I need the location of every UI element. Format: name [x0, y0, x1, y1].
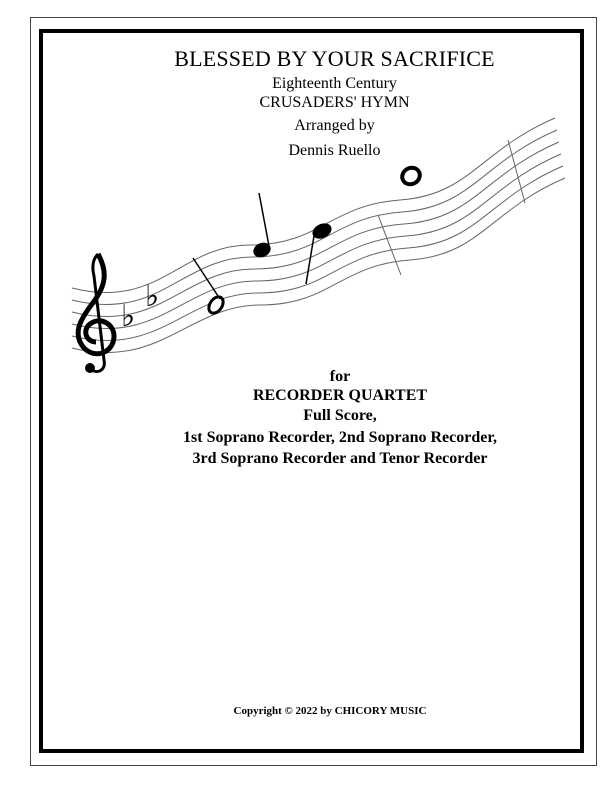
staff-line — [72, 178, 565, 353]
treble-clef-icon — [78, 254, 114, 373]
copyright-notice: Copyright © 2022 by CHICORY MUSIC — [233, 705, 427, 717]
bar-line — [508, 140, 525, 203]
instrumentation-for: for — [329, 368, 351, 385]
subtitle-arranger: Dennis Ruello — [288, 142, 381, 159]
instrumentation-full-score: Full Score, — [303, 407, 377, 424]
instrumentation-parts-line2: 3rd Soprano Recorder and Tenor Recorder — [192, 450, 488, 467]
bar-line — [378, 215, 401, 275]
whole-note-icon — [399, 165, 423, 188]
subtitle-hymn: CRUSADERS' HYMN — [259, 94, 410, 111]
quarter-note-icon — [251, 193, 273, 260]
subtitle-century: Eighteenth Century — [272, 75, 397, 92]
instrumentation-parts-line1: 1st Soprano Recorder, 2nd Soprano Recorder, — [183, 429, 497, 446]
flat-sign-icon: ♭ — [121, 299, 136, 334]
staff-line — [72, 166, 563, 341]
flat-sign-icon: ♭ — [145, 279, 160, 314]
staff-line — [72, 118, 555, 293]
subtitle-arranged-by: Arranged by — [294, 117, 375, 134]
cover-title: BLESSED BY YOUR SACRIFICE — [174, 46, 495, 71]
instrumentation-ensemble: RECORDER QUARTET — [252, 387, 428, 404]
